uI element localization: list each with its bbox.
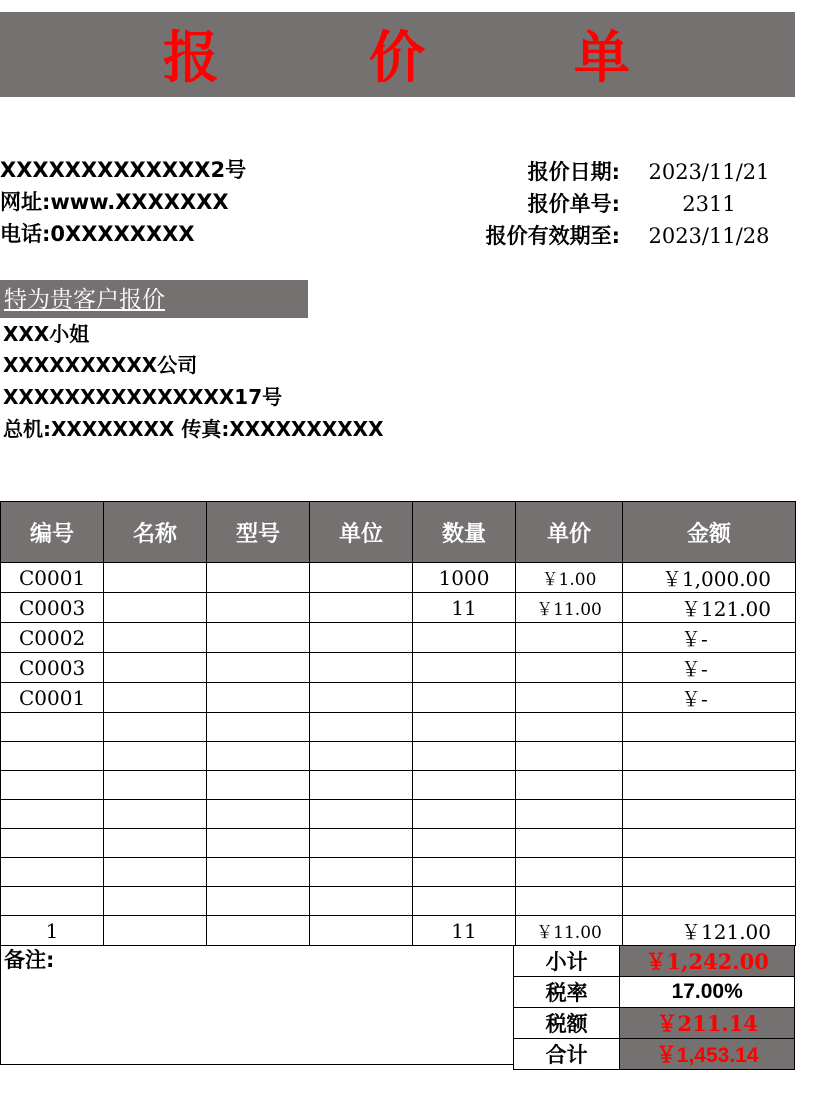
tax-rate-row bbox=[514, 977, 795, 1008]
cell-model bbox=[207, 683, 310, 713]
table-row bbox=[1, 771, 796, 800]
total-row bbox=[514, 1039, 795, 1070]
cell-unit bbox=[310, 916, 413, 946]
cell-model bbox=[207, 742, 310, 771]
cell-unit-price: ￥1.00 bbox=[516, 563, 623, 593]
quote-number-label: 报价单号: bbox=[527, 192, 620, 216]
cell-unit bbox=[310, 887, 413, 916]
cell-amount bbox=[623, 713, 796, 742]
cell-code: C0002 bbox=[1, 623, 104, 653]
cell-unit-price: ￥11.00 bbox=[516, 916, 623, 946]
cell-amount bbox=[623, 771, 796, 800]
cell-amount bbox=[623, 829, 796, 858]
cell-model bbox=[207, 800, 310, 829]
customer-contact: 总机:XXXXXXXX 传真:XXXXXXXXXX bbox=[3, 417, 384, 441]
tax-label: 税额 bbox=[514, 1008, 620, 1039]
company-phone: 电话:0XXXXXXXX bbox=[0, 222, 195, 246]
cell-unit bbox=[310, 683, 413, 713]
table-row bbox=[1, 563, 796, 593]
cell-quantity bbox=[413, 653, 516, 683]
cell-unit-price bbox=[516, 713, 623, 742]
cell-model bbox=[207, 829, 310, 858]
customer-company: XXXXXXXXXX公司 bbox=[3, 353, 198, 377]
cell-name bbox=[104, 653, 207, 683]
company-address: XXXXXXXXXXXXX2号 bbox=[0, 158, 247, 182]
cell-unit bbox=[310, 829, 413, 858]
table-row bbox=[1, 858, 796, 887]
cell-unit bbox=[310, 858, 413, 887]
cell-quantity bbox=[413, 858, 516, 887]
cell-unit bbox=[310, 653, 413, 683]
cell-amount bbox=[623, 858, 796, 887]
tax-rate-value: 17.00% bbox=[620, 977, 795, 1008]
cell-model bbox=[207, 623, 310, 653]
cell-code: C0001 bbox=[1, 563, 104, 593]
cell-unit bbox=[310, 713, 413, 742]
table-row bbox=[1, 800, 796, 829]
cell-name bbox=[104, 858, 207, 887]
cell-quantity bbox=[413, 713, 516, 742]
cell-unit bbox=[310, 563, 413, 593]
items-table bbox=[0, 501, 796, 946]
cell-model bbox=[207, 916, 310, 946]
cell-name bbox=[104, 887, 207, 916]
cell-unit bbox=[310, 742, 413, 771]
header-unit-price: 单价 bbox=[516, 502, 623, 563]
cell-amount: ￥121.00 bbox=[623, 593, 796, 623]
company-website: 网址:www.XXXXXXX bbox=[0, 190, 229, 214]
cell-unit-price bbox=[516, 742, 623, 771]
summary-section bbox=[0, 945, 795, 1065]
summary-table bbox=[513, 945, 795, 1070]
cell-quantity: 11 bbox=[413, 593, 516, 623]
total-label: 合计 bbox=[514, 1039, 620, 1070]
cell-model bbox=[207, 563, 310, 593]
cell-quantity: 1000 bbox=[413, 563, 516, 593]
header-unit: 单位 bbox=[310, 502, 413, 563]
cell-quantity bbox=[413, 683, 516, 713]
cell-name bbox=[104, 916, 207, 946]
table-row bbox=[1, 829, 796, 858]
table-row bbox=[1, 593, 796, 623]
cell-amount: ￥1,000.00 bbox=[623, 563, 796, 593]
cell-unit bbox=[310, 623, 413, 653]
tax-row bbox=[514, 1008, 795, 1039]
quote-date-label: 报价日期: bbox=[527, 160, 620, 184]
cell-quantity bbox=[413, 887, 516, 916]
cell-quantity: 11 bbox=[413, 916, 516, 946]
cell-code: C0003 bbox=[1, 593, 104, 623]
cell-quantity bbox=[413, 623, 516, 653]
subtotal-value: ￥1,242.00 bbox=[620, 946, 795, 977]
cell-unit-price bbox=[516, 683, 623, 713]
cell-unit-price bbox=[516, 653, 623, 683]
cell-code: C0001 bbox=[1, 683, 104, 713]
customer-heading: 特为贵客户报价 bbox=[0, 280, 308, 318]
title-bar bbox=[0, 12, 795, 97]
tax-value: ￥211.14 bbox=[620, 1008, 795, 1039]
cell-amount: ￥- bbox=[623, 653, 796, 683]
cell-quantity bbox=[413, 771, 516, 800]
title-char-3: 单 bbox=[574, 25, 630, 91]
cell-unit-price bbox=[516, 858, 623, 887]
customer-name: XXX小姐 bbox=[3, 322, 90, 346]
cell-code bbox=[1, 713, 104, 742]
table-row bbox=[1, 887, 796, 916]
cell-model bbox=[207, 858, 310, 887]
header-quantity: 数量 bbox=[413, 502, 516, 563]
quote-date-value: 2023/11/21 bbox=[648, 160, 770, 184]
cell-name bbox=[104, 563, 207, 593]
cell-model bbox=[207, 771, 310, 800]
cell-model bbox=[207, 713, 310, 742]
table-row bbox=[1, 683, 796, 713]
cell-name bbox=[104, 713, 207, 742]
title-char-1: 报 bbox=[163, 25, 219, 91]
header-code: 编号 bbox=[1, 502, 104, 563]
cell-amount bbox=[623, 800, 796, 829]
tax-rate-label: 税率 bbox=[514, 977, 620, 1008]
table-row bbox=[1, 742, 796, 771]
subtotal-row bbox=[514, 946, 795, 977]
quote-valid-label: 报价有效期至: bbox=[485, 224, 620, 248]
quote-number-value: 2311 bbox=[682, 192, 736, 216]
cell-unit bbox=[310, 771, 413, 800]
cell-unit-price bbox=[516, 800, 623, 829]
cell-amount: ￥- bbox=[623, 623, 796, 653]
quote-valid-value: 2023/11/28 bbox=[648, 224, 770, 248]
cell-unit-price: ￥11.00 bbox=[516, 593, 623, 623]
cell-model bbox=[207, 593, 310, 623]
cell-amount bbox=[623, 887, 796, 916]
cell-unit-price bbox=[516, 829, 623, 858]
cell-code bbox=[1, 800, 104, 829]
cell-name bbox=[104, 800, 207, 829]
cell-name bbox=[104, 623, 207, 653]
cell-quantity bbox=[413, 800, 516, 829]
cell-amount: ￥121.00 bbox=[623, 916, 796, 946]
cell-code bbox=[1, 887, 104, 916]
cell-quantity bbox=[413, 829, 516, 858]
cell-code: 1 bbox=[1, 916, 104, 946]
subtotal-label: 小计 bbox=[514, 946, 620, 977]
cell-unit-price bbox=[516, 887, 623, 916]
title-char-2: 价 bbox=[369, 25, 425, 91]
cell-model bbox=[207, 653, 310, 683]
cell-unit bbox=[310, 800, 413, 829]
cell-unit bbox=[310, 593, 413, 623]
table-row bbox=[1, 653, 796, 683]
cell-amount bbox=[623, 742, 796, 771]
cell-code bbox=[1, 742, 104, 771]
total-value: ￥1,453.14 bbox=[620, 1039, 795, 1070]
cell-name bbox=[104, 829, 207, 858]
cell-unit-price bbox=[516, 623, 623, 653]
header-amount: 金额 bbox=[623, 502, 796, 563]
header-model: 型号 bbox=[207, 502, 310, 563]
table-header-row bbox=[1, 502, 796, 563]
cell-model bbox=[207, 887, 310, 916]
cell-name bbox=[104, 771, 207, 800]
cell-name bbox=[104, 742, 207, 771]
customer-address: XXXXXXXXXXXXXXX17号 bbox=[3, 385, 283, 409]
cell-unit-price bbox=[516, 771, 623, 800]
cell-amount: ￥- bbox=[623, 683, 796, 713]
cell-code: C0003 bbox=[1, 653, 104, 683]
cell-quantity bbox=[413, 742, 516, 771]
remarks-label: 备注: bbox=[0, 945, 514, 1065]
cell-code bbox=[1, 858, 104, 887]
cell-code bbox=[1, 771, 104, 800]
table-row bbox=[1, 713, 796, 742]
table-row bbox=[1, 623, 796, 653]
header-name: 名称 bbox=[104, 502, 207, 563]
cell-code bbox=[1, 829, 104, 858]
cell-name bbox=[104, 593, 207, 623]
table-row bbox=[1, 916, 796, 946]
cell-name bbox=[104, 683, 207, 713]
